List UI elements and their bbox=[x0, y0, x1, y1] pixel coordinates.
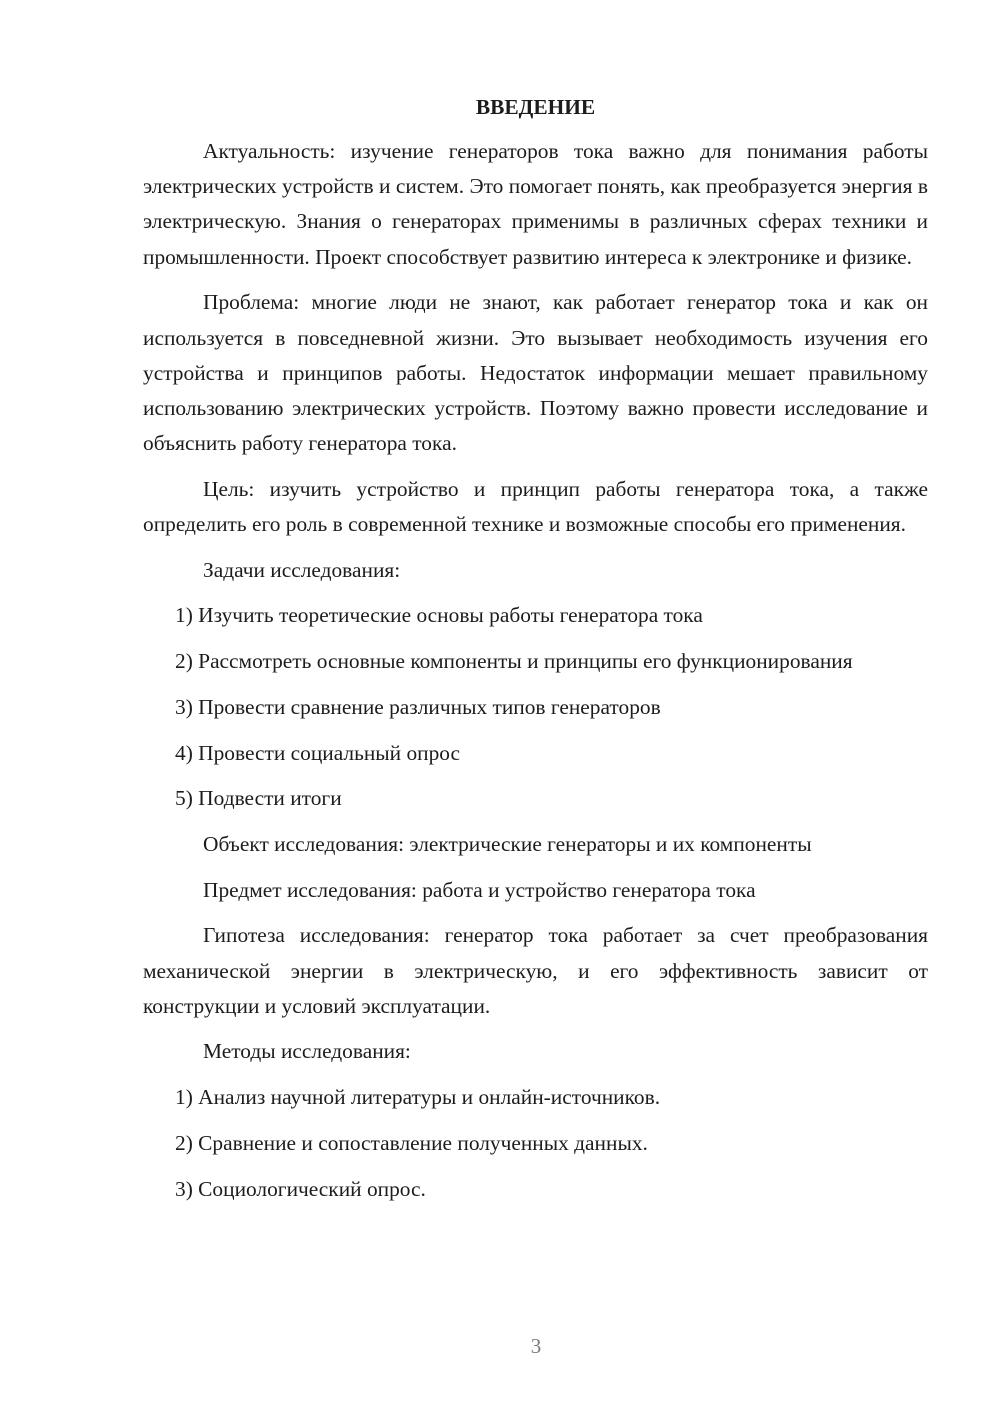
goal-paragraph: Цель: изучить устройство и принцип работы генератора тока, а также определить его роль в современной технике и возможные способы его применения. bbox=[143, 476, 928, 537]
task-item: 4) Провести социальный опрос bbox=[175, 740, 461, 765]
method-item: 3) Социологический опрос. bbox=[175, 1176, 426, 1201]
task-item: 2) Рассмотреть основные компоненты и принципы его функционирования bbox=[175, 649, 853, 674]
tasks-heading: Задачи исследования: bbox=[203, 557, 401, 582]
method-item: 1) Анализ научной литературы и онлайн-источников. bbox=[175, 1085, 661, 1110]
page-title: ВВЕДЕНИЕ bbox=[475, 95, 596, 119]
object-line: Объект исследования: электрические генераторы и их компоненты bbox=[203, 831, 812, 856]
document-page bbox=[143, 90, 928, 1217]
task-item: 1) Изучить теоретические основы работы генератора тока bbox=[175, 603, 703, 628]
problem-paragraph: Проблема: многие люди не знают, как работает генератор тока и как он используется в повседневной жизни. Это вызывает необходимость изучения его устройства и принципов работы. Недостаток информации мешает правильному использованию электрических устройств. Поэтому важно провести исследование и объяснить работу генератора тока. bbox=[143, 290, 928, 456]
hypothesis-paragraph: Гипотеза исследования: генератор тока работает за счет преобразования механической энергии в электрическую, и его эффективность зависит от конструкции и условий эксплуатации. bbox=[143, 923, 928, 1018]
page-number: 3 bbox=[530, 1334, 542, 1358]
subject-line: Предмет исследования: работа и устройство генератора тока bbox=[203, 877, 756, 902]
relevance-paragraph: Актуальность: изучение генераторов тока важно для понимания работы электрических устройств и систем. Это помогает понять, как преобразуется энергия в электрическую. Знания о генераторах применимы в различных сферах техники и промышленности. Проект способствует развитию интереса к электронике и физике. bbox=[143, 139, 928, 269]
task-item: 5) Подвести итоги bbox=[175, 786, 342, 811]
method-item: 2) Сравнение и сопоставление полученных данных. bbox=[175, 1130, 648, 1155]
task-item: 3) Провести сравнение различных типов генераторов bbox=[175, 694, 661, 719]
methods-heading: Методы исследования: bbox=[203, 1039, 411, 1064]
